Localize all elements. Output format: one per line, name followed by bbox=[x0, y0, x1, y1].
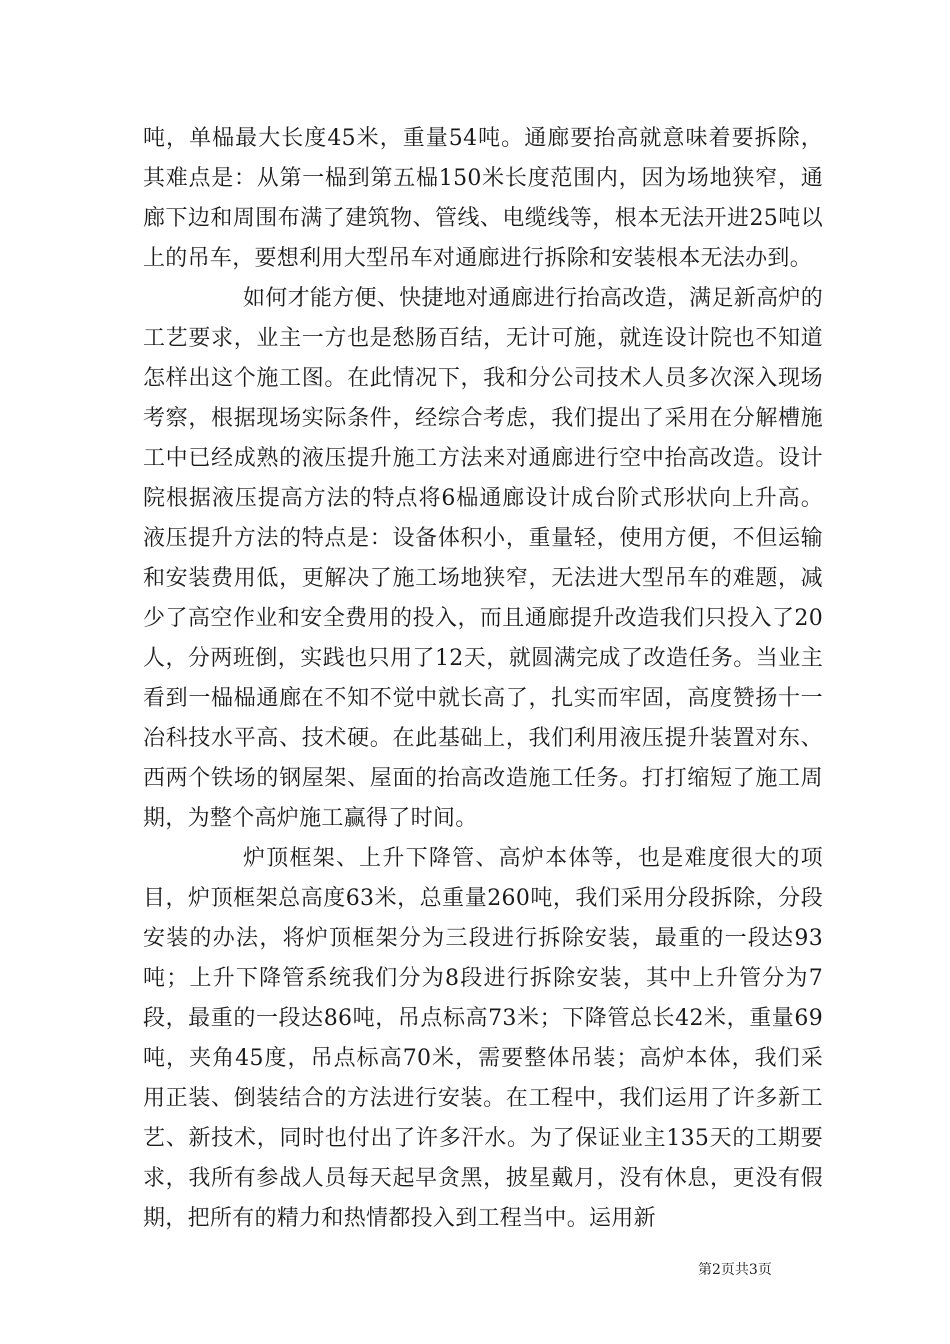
page-number-footer: 第2页共3页 bbox=[698, 1262, 772, 1278]
paragraph-3: 炉顶框架、上升下降管、高炉本体等，也是难度很大的项目，炉顶框架总高度63米，总重量260吨，我们采用分段拆除，分段安装的办法，将炉顶框架分为三段进行拆除安装，最重的一段达93吨；上升下降管系统我们分为8段进行拆除安装，其中上升管分为7段，最重的一段达86吨，吊点标高73米；下降管总长42米，重量69吨，夹角45度，吊点标高70米，需要整体吊装；高炉本体，我们采用正装、倒装结合的方法进行安装。在工程中，我们运用了许多新工艺、新技术，同时也付出了许多汗水。为了保证业主135天的工期要求，我所有参战人员每天起早贪黑，披星戴月，没有休息，更没有假期，把所有的精力和热情都投入到工程当中。运用新 bbox=[143, 846, 823, 1231]
paragraph-1: 吨，单榀最大长度45米，重量54吨。通廊要抬高就意味着要拆除，其难点是：从第一榀到第五榀150米长度范围内，因为场地狭窄，通廊下边和周围布满了建筑物、管线、电缆线等，根本无法开进25吨以上的吊车，要想利用大型吊车对通廊进行拆除和安装根本无法办到。 bbox=[143, 126, 823, 271]
document-body bbox=[143, 119, 823, 1239]
paragraph-2: 如何才能方便、快捷地对通廊进行抬高改造，满足新高炉的工艺要求，业主一方也是愁肠百结，无计可施，就连设计院也不知道怎样出这个施工图。在此情况下，我和分公司技术人员多次深入现场考察，根据现场实际条件，经综合考虑，我们提出了采用在分解槽施工中已经成熟的液压提升施工方法来对通廊进行空中抬高改造。设计院根据液压提高方法的特点将6榀通廊设计成台阶式形状向上升高。液压提升方法的特点是：设备体积小，重量轻，使用方便，不但运输和安装费用低，更解决了施工场地狭窄，无法进大型吊车的难题，减少了高空作业和安全费用的投入，而且通廊提升改造我们只投入了20人，分两班倒，实践也只用了12天，就圆满完成了改造任务。当业主看到一榀榀通廊在不知不觉中就长高了，扎实而牢固，高度赞扬十一冶科技水平高、技术硬。在此基础上，我们利用液压提升装置对东、西两个铁场的钢屋架、屋面的抬高改造施工任务。打打缩短了施工周期，为整个高炉施工赢得了时间。 bbox=[143, 286, 823, 831]
